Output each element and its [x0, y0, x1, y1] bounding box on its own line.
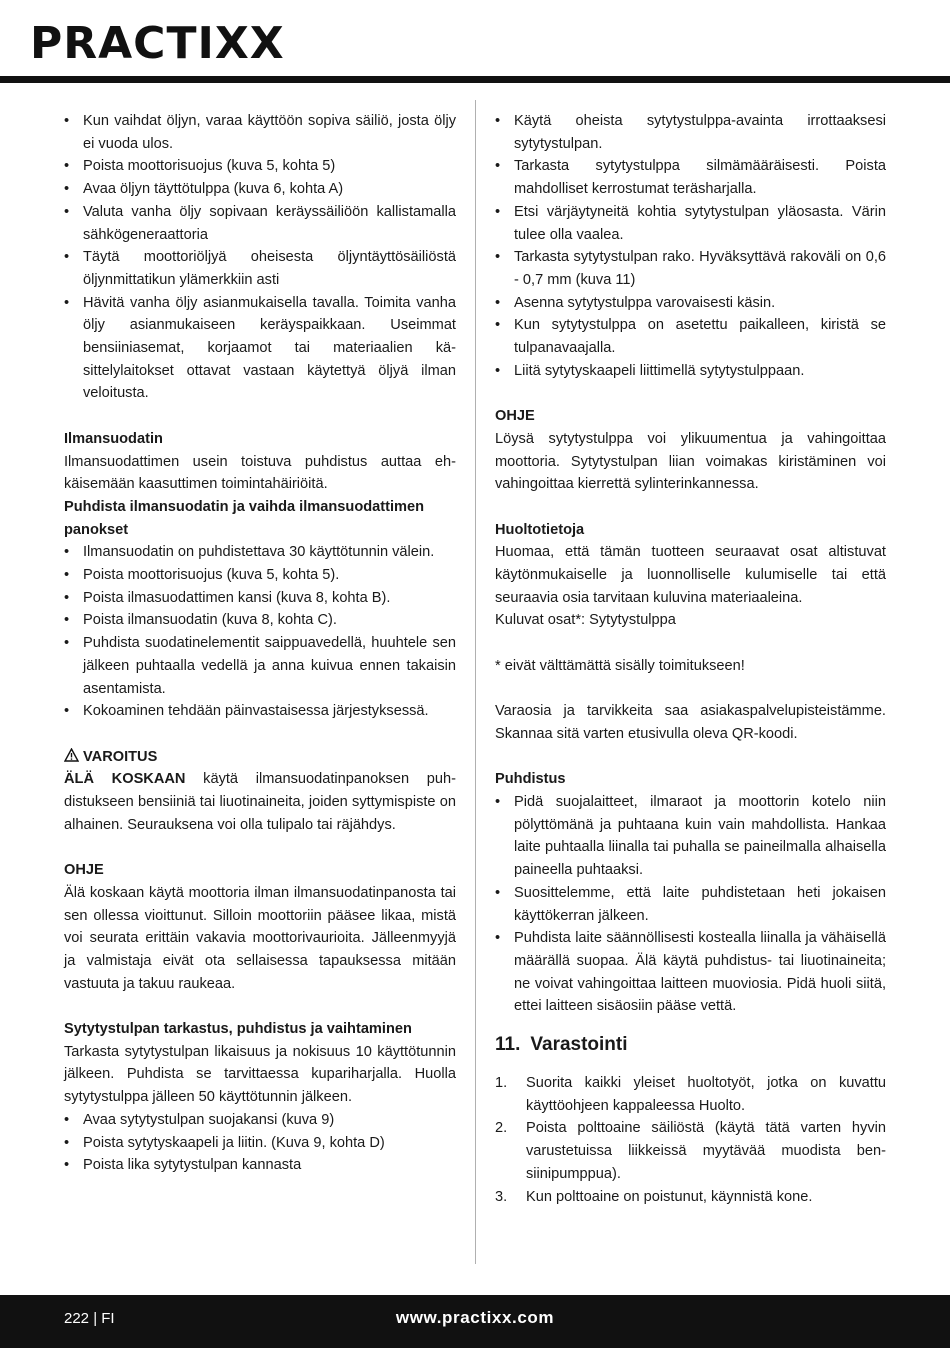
list-item: • Käytä oheista sytytystulppa-avainta irrottaaksesi sytytystulpan.: [495, 110, 886, 155]
practixx-logo: [30, 14, 330, 76]
warning-body: käytä ilmansuodatinpanoksen puhdistukseen bensiiniä tai liuotinaineita, joiden syttymispiste on alhainen. Seurauksena voi olla tulipalo tai räjähdys.: [64, 771, 456, 833]
list-item: • Valuta vanha öljy sopivaan keräyssäiliöön kallistamalla sähkögeneraattoria: [64, 201, 456, 246]
maintenance-heading: Huoltotietoja: [495, 521, 585, 538]
page-footer: [0, 1295, 950, 1348]
step-number: 1.: [495, 1075, 508, 1092]
website-url: www.practixx.com: [395, 1308, 555, 1327]
cleaning-heading: Puhdistus: [495, 771, 566, 788]
note-text: Älä koskaan käytä moottoria ilman ilmansuodatinpanosta tai sen ollessa vioittunut. Silloin moottoriin pääsee likaa, mistä voi seurata erittäin vakavia moottorivaurioita. Jälleenmyyjä ja valmistaja eivät ota sellaisessa tapauksessa mitään vastuuta ja takuu raukeaa.: [64, 884, 456, 992]
warning-text: [64, 768, 456, 836]
list-item: • Asenna sytytystulppa varovaisesti käsin.: [495, 292, 886, 315]
section-title-text: Varastointi: [530, 1034, 628, 1056]
step-text: Kun polttoaine on poistunut, käynnistä kone.: [526, 1188, 813, 1205]
column-divider: [475, 100, 476, 1264]
storage-section-title: [495, 1032, 886, 1058]
list-item: • Avaa sytytystulpan suojakansi (kuva 9): [64, 1109, 456, 1132]
list-item: • Poista moottorisuojus (kuva 5, kohta 5): [64, 155, 456, 178]
step-number: 3.: [495, 1188, 508, 1205]
warning-heading: VAROITUS: [83, 748, 158, 765]
list-item: • Poista ilmansuodatin (kuva 8, kohta C).: [64, 609, 456, 632]
step-text: Suorita kaikki yleiset huoltotyöt, jotka on kuvattu käyttöohjeen kappaleessa Huolto.: [526, 1075, 886, 1114]
list-item: • Kokoaminen tehdään päinvastaisessa järjestyksessä.: [64, 700, 456, 723]
warning-emphasis: ÄLÄ KOSKAAN: [64, 771, 186, 788]
footnote-text: * eivät välttämättä sisälly toimitukseen!: [495, 657, 745, 674]
note-heading: OHJE: [495, 408, 535, 425]
list-item: • Tarkasta sytytystulpan rako. Hyväksyttävä rakoväli on 0,6 - 0,7 mm (kuva 11): [495, 246, 886, 291]
list-item: • Liitä sytytyskaapeli liittimellä sytytystulppaan.: [495, 360, 886, 383]
list-item: • Pidä suojalaitteet, ilmaraot ja moottorin kotelo niin pölyttömänä ja puhtaana kuin vain mahdollista. Hankaa laite puhtaalla liinalla tai puhalla se paineilmalla alhaisella paineella puhtaaksi.: [495, 791, 886, 882]
list-item: • Poista ilmasuodattimen kansi (kuva 8, kohta B).: [64, 587, 456, 610]
right-column: [495, 110, 886, 1208]
air-filter-list: [64, 541, 456, 723]
step-number: 2.: [495, 1120, 508, 1137]
header-rule: [0, 76, 950, 83]
list-item: • Tarkasta sytytystulppa silmämääräisesti. Poista mahdolliset kerrostumat teräsharjalla.: [495, 155, 886, 200]
list-item: • Poista moottorisuojus (kuva 5, kohta 5).: [64, 564, 456, 587]
air-filter-subheading: Puhdista ilmansuodatin ja vaihda ilmansuodattimen panokset: [64, 498, 425, 538]
list-item: [495, 1072, 886, 1117]
step-text: Poista polttoaine säiliöstä (käytä tätä varten hyvin varustetuissa liikkeissä myytävää muodista bensiinipumppua).: [526, 1120, 886, 1182]
spark-plug-steps-list: [495, 110, 886, 382]
maintenance-text: Huomaa, että tämän tuotteen seuraavat osat altistuvat käytönmukaiselle ja luonnolliselle kulumiselle tai että seuraavia osia tarvitaan kuluvina materiaaleina.: [495, 544, 886, 606]
list-item: • Puhdista suodatinelementit saippuavedellä, huuhtele sen jälkeen puhtaalla vedellä ja anna kuivua ennen takaisin asentamista.: [64, 632, 456, 700]
note-text: Löysä sytytystulppa voi ylikuumentua ja vahingoittaa moottoria. Sytytystulpan liian voimakas kiristäminen voi vahingoittaa kierrettä sylinterinkannessa.: [495, 430, 886, 493]
list-item: • Kun sytytystulppa on asetettu paikalleen, kiristä se tulpanavaajalla.: [495, 314, 886, 359]
list-item: • Täytä moottoriöljyä oheisesta öljyntäyttösäiliöstä öljynmittatikun ylämerkkiin asti: [64, 246, 456, 291]
list-item: • Hävitä vanha öljy asianmukaisella tavalla. Toimita vanha öljy asianmukaiseen keräyspaikkaan. Useimmat bensiiniasemat, korjaamot tai materiaalien käsittelylaitokset ottavat vastaan käytettyä öljyä ilman veloitusta.: [64, 292, 456, 406]
warning-heading-line: [64, 746, 456, 769]
list-item: • Poista lika sytytystulpan kannasta: [64, 1154, 456, 1177]
list-item: • Etsi värjäytyneitä kohtia sytytystulpan yläosasta. Värin tulee olla vaalea.: [495, 201, 886, 246]
storage-steps-list: [495, 1072, 886, 1208]
air-filter-heading: Ilmansuodatin: [64, 430, 163, 447]
page-header: [0, 0, 950, 84]
spark-plug-list: [64, 1109, 456, 1177]
list-item: • Suosittelemme, että laite puhdistetaan heti jokaisen käyttökerran jälkeen.: [495, 882, 886, 927]
section-number: 11.: [495, 1034, 521, 1056]
left-column: [64, 110, 456, 1177]
note-heading: OHJE: [64, 862, 104, 879]
list-item: • Poista sytytyskaapeli ja liitin. (Kuva 9, kohta D): [64, 1132, 456, 1155]
list-item: • Avaa öljyn täyttötulppa (kuva 6, kohta A): [64, 178, 456, 201]
oil-change-list: [64, 110, 456, 405]
air-filter-text: Ilmansuodattimen usein toistuva puhdistus auttaa ehkäisemään kaasuttimen toimintahäiriöitä.: [64, 453, 456, 493]
list-item: [495, 1117, 886, 1185]
spark-plug-heading: Sytytystulpan tarkastus, puhdistus ja vaihtaminen: [64, 1021, 412, 1038]
list-item: [495, 1186, 886, 1209]
cleaning-list: [495, 791, 886, 1018]
wear-parts-text: Kuluvat osat*: Sytytystulppa: [495, 612, 676, 629]
list-item: • Kun vaihdat öljyn, varaa käyttöön sopiva säiliö, josta öljy ei vuoda ulos.: [64, 110, 456, 155]
svg-text:PRACTIXX: PRACTIXX: [30, 18, 285, 69]
page-number: 222 | FI: [64, 1310, 115, 1327]
spare-parts-text: Varaosia ja tarvikkeita saa asiakaspalvelupisteistämme. Skannaa sitä varten etusivulla oleva QR-koodi.: [495, 703, 886, 742]
list-item: • Puhdista laite säännöllisesti kostealla liinalla ja vähäisellä määrällä suopaa. Älä käytä puhdistus- tai liuotinaineita; ne voivat vahingoittaa laitteen muoviosia. Pidä huoli siitä, ettei laitteen sisäosiin pääse vettä.: [495, 927, 886, 1018]
spark-plug-text: Tarkasta sytytystulpan likaisuus ja nokisuus 10 käyttötunnin jälkeen. Puhdista se tarvittaessa kupariharjalla. Huolla sytytystulppa jälleen 50 käyttötunnin jälkeen.: [64, 1043, 456, 1106]
list-item: • Ilmansuodatin on puhdistettava 30 käyttötunnin välein.: [64, 541, 456, 564]
warning-triangle-icon: [64, 748, 79, 762]
